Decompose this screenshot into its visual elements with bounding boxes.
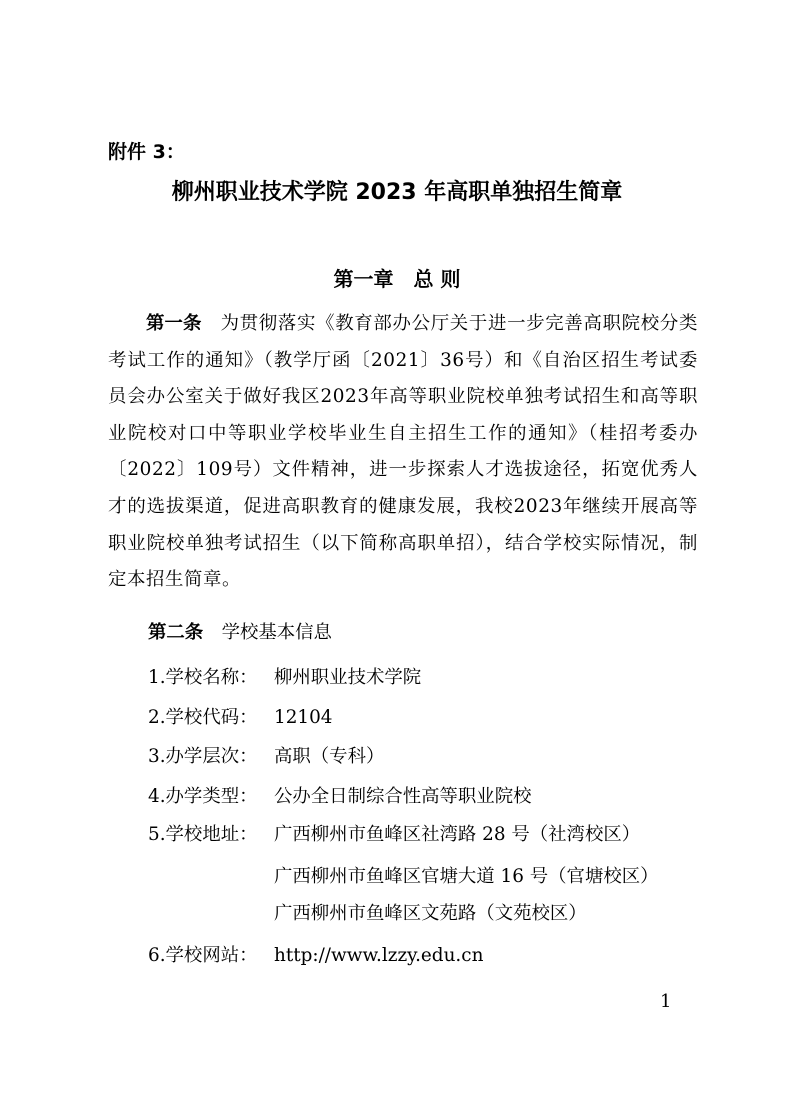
chapter-heading: 第一章 总 则 bbox=[333, 267, 461, 291]
school-name-label: 1.学校名称： bbox=[148, 667, 258, 688]
school-level-label: 3.办学层次： bbox=[148, 746, 258, 767]
school-address-1: 广西柳州市鱼峰区社湾路 28 号（社湾校区） bbox=[274, 824, 641, 845]
school-level-value: 高职（专科） bbox=[274, 746, 385, 767]
article-1-paragraph bbox=[108, 306, 698, 599]
attachment-label: 附件 3： bbox=[108, 141, 185, 163]
school-code-label: 2.学校代码： bbox=[148, 707, 258, 728]
article-2-text: 学校基本信息 bbox=[221, 622, 332, 643]
school-type-label: 4.办学类型： bbox=[148, 786, 258, 807]
school-website-label: 6.学校网站： bbox=[148, 945, 258, 966]
article-2-label: 第二条 bbox=[148, 622, 204, 643]
school-code-value: 12104 bbox=[274, 707, 333, 728]
school-website-value: http://www.lzzy.edu.cn bbox=[274, 945, 484, 966]
article-1-label: 第一条 bbox=[146, 313, 202, 334]
school-address-3: 广西柳州市鱼峰区文苑路（文苑校区） bbox=[274, 903, 587, 924]
article-2-heading bbox=[148, 618, 332, 648]
school-name-row bbox=[148, 663, 421, 693]
school-address-row bbox=[148, 820, 640, 850]
school-address-label: 5.学校地址： bbox=[148, 824, 258, 845]
article-1-text: 为贯彻落实《教育部办公厅关于进一步完善高职院校分类考试工作的通知》（教学厅函〔2021〕36号）和《自治区招生考试委员会办公室关于做好我区2023年高等职业院校单独考试招生和高等职业院校对口中等职业学校毕业生自主招生工作的通知》（桂招考委办〔2022〕109号）文件精神，进一步探索人才选拔途径，拓宽优秀人才的选拔渠道，促进高职教育的健康发展，我校2023年继续开展高等职业院校单独考试招生（以下简称高职单招），结合学校实际情况，制定本招生简章。 bbox=[108, 313, 698, 591]
document-title: 柳州职业技术学院 2023 年高职单独招生简章 bbox=[171, 180, 623, 205]
school-website-row bbox=[148, 941, 483, 971]
school-code-row bbox=[148, 703, 333, 733]
school-type-value: 公办全日制综合性高等职业院校 bbox=[274, 786, 532, 807]
school-address-2: 广西柳州市鱼峰区官塘大道 16 号（官塘校区） bbox=[274, 866, 659, 887]
page-number: 1 bbox=[660, 991, 672, 1012]
school-level-row bbox=[148, 742, 384, 772]
school-name-value: 柳州职业技术学院 bbox=[274, 667, 422, 688]
school-type-row bbox=[148, 782, 531, 812]
